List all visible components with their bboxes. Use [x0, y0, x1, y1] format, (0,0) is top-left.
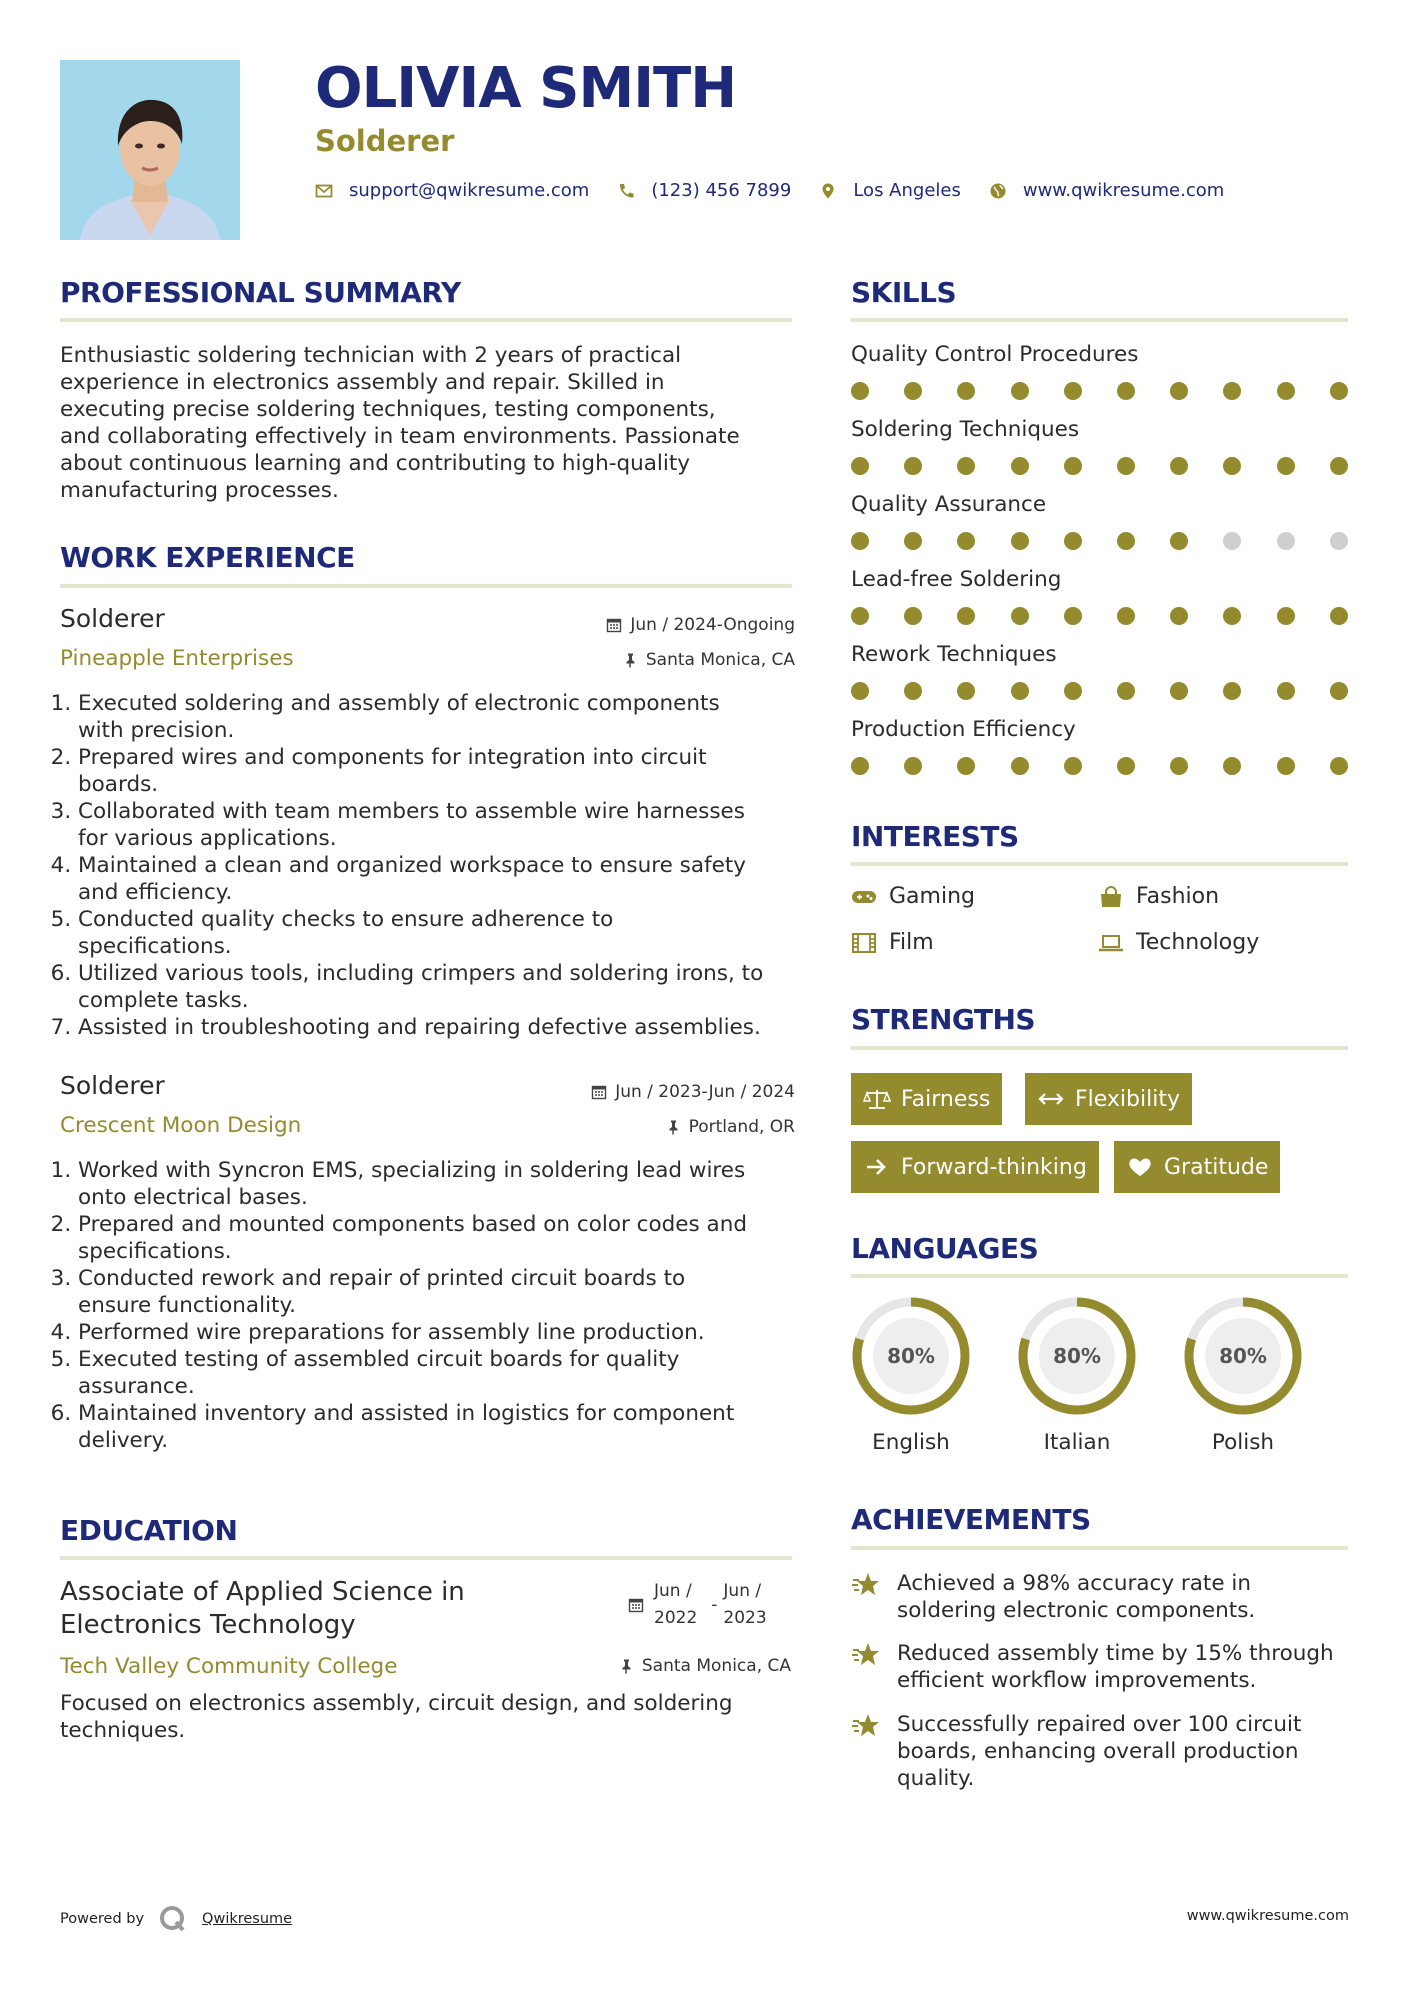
- skill-name: Lead-free Soldering: [851, 567, 1062, 592]
- skill-dot-filled: [851, 757, 869, 775]
- pushpin-icon: [665, 1119, 681, 1135]
- skill-dot-filled: [1277, 382, 1295, 400]
- experience-heading: WORK EXPERIENCE: [60, 541, 355, 574]
- job-bullet: [78, 1157, 798, 1211]
- achievements-divider: [851, 1546, 1348, 1550]
- skill-dot-filled: [1064, 757, 1082, 775]
- achievement-line: quality.: [897, 1766, 975, 1791]
- description-line: techniques.: [60, 1718, 186, 1743]
- skill-dot-filled: [957, 382, 975, 400]
- skill-dot-filled: [1223, 457, 1241, 475]
- job-bullet: [78, 798, 798, 852]
- summary-line: executing precise soldering techniques, testing components,: [60, 397, 716, 422]
- strength-chip: [851, 1073, 1002, 1125]
- footer-powered-by: [60, 1904, 292, 1934]
- bullet-line: ensure functionality.: [78, 1293, 296, 1318]
- gamepad-icon: [851, 886, 877, 908]
- job-bullet: [78, 744, 798, 798]
- interest-item: [851, 930, 934, 955]
- skill-rating: [851, 382, 1351, 400]
- skill-dot-filled: [1170, 382, 1188, 400]
- bullet-line: Executed soldering and assembly of electronic components: [78, 691, 720, 716]
- degree-line: Associate of Applied Science in: [60, 1577, 465, 1607]
- language-gauge: [1015, 1294, 1139, 1418]
- job-bullets: [60, 690, 798, 1041]
- date-part: 2022: [654, 1608, 698, 1628]
- skill-name: Quality Control Procedures: [851, 342, 1139, 367]
- skill-dot-filled: [1064, 607, 1082, 625]
- contact-email[interactable]: [315, 180, 589, 201]
- skill-item: [851, 417, 1351, 442]
- skill-dot-filled: [1277, 682, 1295, 700]
- summary-heading: PROFESSIONAL SUMMARY: [60, 276, 461, 309]
- skill-dot-filled: [851, 457, 869, 475]
- star-badge-icon: [851, 1640, 881, 1670]
- interests-divider: [851, 862, 1348, 866]
- bullet-line: specifications.: [78, 1239, 232, 1264]
- skill-item: [851, 642, 1351, 667]
- bullet-line: Utilized various tools, including crimpers and soldering irons, to: [78, 961, 764, 986]
- education-school: Tech Valley Community College: [60, 1654, 398, 1679]
- heart-icon: [1126, 1156, 1154, 1178]
- skill-dot-filled: [1277, 757, 1295, 775]
- candidate-title: Solderer: [315, 124, 455, 158]
- skill-dot-filled: [1330, 457, 1348, 475]
- education-degree: [60, 1576, 620, 1642]
- achievement-item: [851, 1640, 1351, 1694]
- education-location: [618, 1656, 791, 1676]
- bullet-line: Performed wire preparations for assembly line production.: [78, 1320, 705, 1345]
- job-title: Solderer: [60, 604, 165, 633]
- bullet-line: Assisted in troubleshooting and repairing defective assemblies.: [78, 1015, 761, 1040]
- skill-item: [851, 567, 1351, 592]
- contact-website-text: www.qwikresume.com: [1022, 180, 1225, 201]
- skills-divider: [851, 318, 1348, 322]
- job-entry: [60, 604, 795, 1044]
- strengths-heading: STRENGTHS: [851, 1003, 1036, 1036]
- education-dates: [628, 1578, 767, 1632]
- job-company: Pineapple Enterprises: [60, 646, 294, 671]
- skill-dot-filled: [1330, 607, 1348, 625]
- summary-line: experience in electronics assembly and repair. Skilled in: [60, 370, 665, 395]
- job-bullet: [78, 960, 798, 1014]
- envelope-icon: [315, 182, 333, 200]
- balance-scale-icon: [863, 1088, 891, 1110]
- skill-dot-filled: [1011, 607, 1029, 625]
- skill-dot-filled: [1011, 757, 1029, 775]
- bullet-line: complete tasks.: [78, 988, 249, 1013]
- job-bullet: [78, 1211, 798, 1265]
- interest-label: Gaming: [889, 884, 975, 909]
- language-item: [1015, 1294, 1139, 1455]
- globe-icon: [989, 182, 1007, 200]
- language-name: English: [872, 1430, 950, 1455]
- contact-phone[interactable]: [617, 180, 791, 201]
- skill-dot-filled: [957, 607, 975, 625]
- skill-dot-filled: [904, 457, 922, 475]
- interest-item: [1098, 930, 1259, 955]
- bullet-line: and efficiency.: [78, 880, 233, 905]
- calendar-icon: [628, 1597, 644, 1613]
- bullet-line: Conducted quality checks to ensure adherence to: [78, 907, 614, 932]
- education-location-text: Santa Monica, CA: [641, 1656, 791, 1676]
- skill-dot-filled: [851, 682, 869, 700]
- interest-item: [1098, 884, 1219, 909]
- education-end: [723, 1578, 766, 1632]
- skill-dot-filled: [904, 532, 922, 550]
- language-name: Polish: [1211, 1430, 1275, 1455]
- arrow-right-icon: [863, 1156, 891, 1178]
- bullet-line: assurance.: [78, 1374, 195, 1399]
- skill-name: Rework Techniques: [851, 642, 1057, 667]
- date-part: Jun /: [654, 1581, 692, 1601]
- skill-dot-filled: [1064, 682, 1082, 700]
- summary-text: [60, 342, 795, 504]
- skill-dot-filled: [1117, 682, 1135, 700]
- calendar-icon: [606, 617, 622, 633]
- interest-label: Technology: [1136, 930, 1260, 955]
- skill-dot-filled: [1064, 457, 1082, 475]
- skill-dot-filled: [904, 757, 922, 775]
- achievement-item: [851, 1711, 1351, 1792]
- skill-item: [851, 492, 1351, 517]
- skill-rating: [851, 532, 1351, 550]
- contact-website[interactable]: [989, 180, 1224, 201]
- contact-location-text: Los Angeles: [853, 180, 961, 201]
- star-badge-icon: [851, 1570, 881, 1600]
- gauge-label: 80%: [887, 1344, 935, 1368]
- skill-dot-filled: [1011, 457, 1029, 475]
- contact-phone-text: (123) 456 7899: [651, 180, 792, 201]
- language-name: Italian: [1043, 1430, 1111, 1455]
- skill-dot-filled: [904, 607, 922, 625]
- strength-label: Gratitude: [1164, 1154, 1269, 1180]
- job-entry: [60, 1071, 795, 1471]
- skill-dot-filled: [1170, 682, 1188, 700]
- job-location: [665, 1117, 795, 1137]
- interest-label: Fashion: [1136, 884, 1220, 909]
- job-company: Crescent Moon Design: [60, 1113, 302, 1138]
- job-bullet: [78, 1265, 798, 1319]
- star-badge-icon: [851, 1711, 881, 1741]
- skill-dot-filled: [1277, 457, 1295, 475]
- achievement-item: [851, 1570, 1351, 1624]
- strength-label: Fairness: [901, 1086, 991, 1112]
- qwikresume-link[interactable]: Qwikresume: [202, 1911, 293, 1927]
- language-item: [849, 1294, 973, 1455]
- contact-email-text: support@qwikresume.com: [349, 180, 590, 201]
- achievement-line: Successfully repaired over 100 circuit: [897, 1712, 1302, 1737]
- achievement-line: boards, enhancing overall production: [897, 1739, 1299, 1764]
- pushpin-icon: [622, 652, 638, 668]
- skill-dot-filled: [957, 532, 975, 550]
- gauge-label: 80%: [1053, 1344, 1101, 1368]
- job-title: Solderer: [60, 1071, 165, 1100]
- skill-rating: [851, 757, 1351, 775]
- job-bullet: [78, 690, 798, 744]
- achievement-line: soldering electronic components.: [897, 1598, 1256, 1623]
- skill-name: Soldering Techniques: [851, 417, 1080, 442]
- interests-heading: INTERESTS: [851, 820, 1019, 853]
- job-bullet: [78, 1400, 798, 1454]
- profile-photo: [60, 60, 240, 240]
- job-bullet: [78, 1319, 798, 1346]
- achievement-line: efficient workflow improvements.: [897, 1668, 1257, 1693]
- languages-divider: [851, 1274, 1348, 1278]
- bullet-line: Prepared and mounted components based on color codes and: [78, 1212, 747, 1237]
- skill-dot-filled: [1011, 532, 1029, 550]
- skill-name: Quality Assurance: [851, 492, 1047, 517]
- contact-location: [819, 180, 961, 201]
- summary-line: and collaborating effectively in team environments. Passionate: [60, 424, 740, 449]
- bullet-line: Maintained a clean and organized workspace to ensure safety: [78, 853, 747, 878]
- strength-label: Forward-thinking: [901, 1154, 1087, 1180]
- pushpin-icon: [618, 1658, 634, 1674]
- bullet-line: Collaborated with team members to assemble wire harnesses: [78, 799, 745, 824]
- strength-chip: [1025, 1073, 1192, 1125]
- qwikresume-logo-icon: [158, 1904, 188, 1934]
- skill-dot-filled: [957, 682, 975, 700]
- job-bullet: [78, 1346, 798, 1400]
- strengths-divider: [851, 1046, 1348, 1050]
- laptop-icon: [1098, 932, 1124, 954]
- skill-dot-filled: [1170, 757, 1188, 775]
- bullet-line: Executed testing of assembled circuit boards for quality: [78, 1347, 680, 1372]
- skill-dot-filled: [1223, 682, 1241, 700]
- skill-rating: [851, 682, 1351, 700]
- skill-dot-filled: [1223, 607, 1241, 625]
- job-dates: [591, 1082, 795, 1102]
- job-dates: [606, 615, 795, 635]
- strength-chip: [851, 1141, 1099, 1193]
- interest-label: Film: [889, 930, 934, 955]
- shopping-bag-icon: [1098, 886, 1124, 908]
- bullet-line: delivery.: [78, 1428, 169, 1453]
- footer-url[interactable]: www.qwikresume.com: [1186, 1908, 1349, 1924]
- job-location-text: Santa Monica, CA: [645, 650, 795, 670]
- language-item: [1181, 1294, 1305, 1455]
- skill-dot-filled: [851, 532, 869, 550]
- skill-dot-filled: [1064, 382, 1082, 400]
- summary-line: about continuous learning and contributing to high-quality: [60, 451, 690, 476]
- summary-line: Enthusiastic soldering technician with 2 years of practical: [60, 343, 682, 368]
- skill-dot-filled: [1330, 757, 1348, 775]
- skill-item: [851, 342, 1351, 367]
- gauge-label: 80%: [1219, 1344, 1267, 1368]
- date-part: Jun /: [723, 1581, 762, 1601]
- bullet-line: with precision.: [78, 718, 235, 743]
- skill-dot-filled: [957, 457, 975, 475]
- skill-dot-filled: [957, 757, 975, 775]
- bullet-line: Prepared wires and components for integration into circuit: [78, 745, 707, 770]
- contact-bar: [315, 180, 1252, 201]
- skill-dot-filled: [904, 382, 922, 400]
- achievement-line: Reduced assembly time by 15% through: [897, 1641, 1334, 1666]
- job-bullets: [60, 1157, 798, 1454]
- bullet-line: Maintained inventory and assisted in logistics for component: [78, 1401, 735, 1426]
- languages-heading: LANGUAGES: [851, 1232, 1039, 1265]
- skill-dot-filled: [1170, 457, 1188, 475]
- bullet-line: Worked with Syncron EMS, specializing in soldering lead wires: [78, 1158, 746, 1183]
- skill-dot-empty: [1330, 532, 1348, 550]
- job-dates-text: Jun / 2023-Jun / 2024: [615, 1082, 795, 1102]
- education-heading: EDUCATION: [60, 1514, 238, 1547]
- summary-line: manufacturing processes.: [60, 478, 339, 503]
- map-pin-icon: [819, 182, 837, 200]
- date-dash: -: [711, 1594, 718, 1615]
- film-icon: [851, 932, 877, 954]
- skill-dot-filled: [904, 682, 922, 700]
- skill-rating: [851, 607, 1351, 625]
- job-location: [622, 650, 795, 670]
- skill-dot-filled: [1223, 382, 1241, 400]
- skill-dot-filled: [1170, 607, 1188, 625]
- skill-dot-empty: [1277, 532, 1295, 550]
- skill-dot-empty: [1223, 532, 1241, 550]
- skill-rating: [851, 457, 1351, 475]
- bullet-line: Conducted rework and repair of printed circuit boards to: [78, 1266, 686, 1291]
- bullet-line: specifications.: [78, 934, 232, 959]
- skill-dot-filled: [1330, 682, 1348, 700]
- skill-dot-filled: [1011, 382, 1029, 400]
- experience-divider: [60, 584, 792, 588]
- job-location-text: Portland, OR: [688, 1117, 795, 1137]
- description-line: Focused on electronics assembly, circuit design, and soldering: [60, 1691, 733, 1716]
- strength-chip: [1114, 1141, 1280, 1193]
- skill-dot-filled: [1011, 682, 1029, 700]
- powered-by-text: Powered by: [60, 1911, 145, 1927]
- skill-dot-filled: [1170, 532, 1188, 550]
- language-gauge: [849, 1294, 973, 1418]
- education-start: [654, 1578, 697, 1632]
- phone-icon: [617, 182, 635, 200]
- skill-name: Production Efficiency: [851, 717, 1076, 742]
- calendar-icon: [591, 1084, 607, 1100]
- degree-line: Electronics Technology: [60, 1610, 356, 1640]
- skill-dot-filled: [1277, 607, 1295, 625]
- skill-dot-filled: [1330, 382, 1348, 400]
- candidate-name: OLIVIA SMITH: [315, 56, 737, 121]
- achievement-line: Achieved a 98% accuracy rate in: [897, 1571, 1251, 1596]
- education-divider: [60, 1556, 792, 1560]
- job-bullet: [78, 852, 798, 906]
- language-gauge: [1181, 1294, 1305, 1418]
- bullet-line: onto electrical bases.: [78, 1185, 308, 1210]
- skill-item: [851, 717, 1351, 742]
- skill-dot-filled: [1064, 532, 1082, 550]
- skill-dot-filled: [1223, 757, 1241, 775]
- skill-dot-filled: [1117, 607, 1135, 625]
- skill-dot-filled: [1117, 382, 1135, 400]
- skill-dot-filled: [1117, 532, 1135, 550]
- date-part: 2023: [723, 1608, 767, 1628]
- skills-heading: SKILLS: [851, 276, 957, 309]
- education-description: [60, 1690, 795, 1744]
- job-bullet: [78, 906, 798, 960]
- skill-dot-filled: [1117, 457, 1135, 475]
- skill-dot-filled: [851, 382, 869, 400]
- bullet-line: for various applications.: [78, 826, 337, 851]
- summary-divider: [60, 318, 792, 322]
- bullet-line: boards.: [78, 772, 159, 797]
- interest-item: [851, 884, 975, 909]
- strength-label: Flexibility: [1075, 1086, 1180, 1112]
- arrows-horizontal-icon: [1037, 1088, 1065, 1110]
- skill-dot-filled: [851, 607, 869, 625]
- job-dates-text: Jun / 2024-Ongoing: [630, 615, 795, 635]
- skill-dot-filled: [1117, 757, 1135, 775]
- job-bullet: [78, 1014, 798, 1041]
- achievements-heading: ACHIEVEMENTS: [851, 1503, 1091, 1536]
